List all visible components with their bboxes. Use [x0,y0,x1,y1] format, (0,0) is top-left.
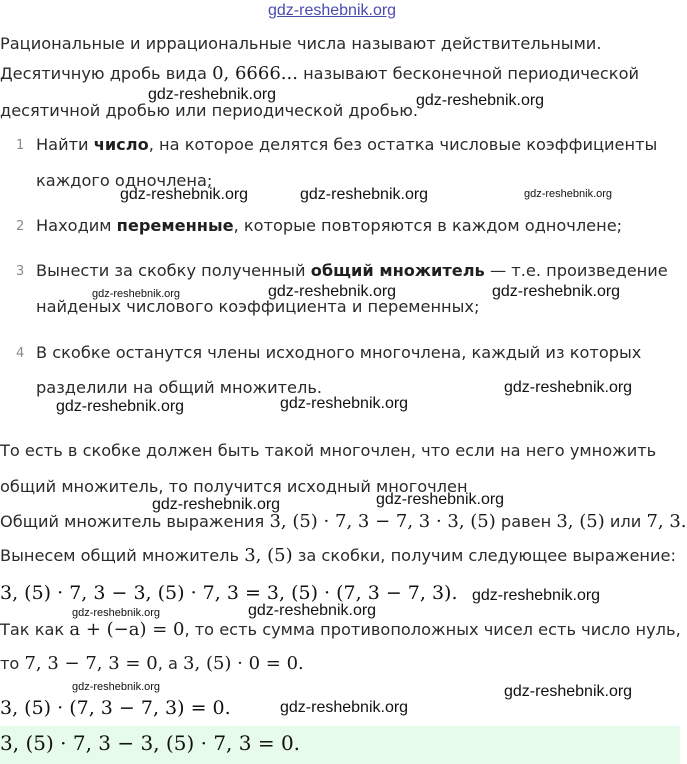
step-4-pre: В скобке останутся члены исходного многочлена, каждый из которых [36,343,642,362]
watermark: gdz-reshebnik.org [56,398,185,415]
para2-line-4 [0,546,676,566]
step-2-text [36,216,622,236]
step-2-post: , которые повторяются в каждом одночлене; [233,216,623,235]
para2-line-4-post: за скобки, получим следующее выражение: [292,546,676,565]
para2-line-3-or: или [604,512,647,531]
formula-1: 3, (5) · 7, 3 − 3, (5) · 7, 3 = 3, (5) · (7, 3 − 7, 3). [0,582,458,604]
para2-line-4-pre: Вынесем общий множитель [0,546,245,565]
para3-line-2-mid: , а [157,654,184,673]
intro-line-2-math: 0, 6666... [212,63,298,84]
para2-line-4-math: 3, (5) [244,545,293,566]
watermark: gdz-reshebnik.org [524,188,613,200]
step-4-number: 4 [16,346,25,361]
para2-line-2: общий множитель, то получится исходный многочлен [0,477,468,496]
step-3-pre: Вынести за скобку полученный [36,261,311,280]
para3-line-2-pre: то [0,654,25,673]
step-1-bold: число [93,135,149,154]
para3-line-1-post: , то есть сумма противоположных чисел есть число нуль, [184,620,681,639]
para3-line-1-math: a + (−a) = 0 [69,619,185,640]
watermark: gdz-reshebnik.org [300,186,429,203]
watermark: gdz-reshebnik.org [92,288,181,300]
watermark: gdz-reshebnik.org [268,283,397,300]
para2-line-3-math1: 3, (5) · 7, 3 − 7, 3 · 3, (5) [269,511,496,532]
intro-line-3: десятичной дробью или периодической дробью. [0,101,419,120]
watermark: gdz-reshebnik.org [248,602,377,619]
watermark: gdz-reshebnik.org [148,86,277,103]
para2-line-3-math2: 3, (5) [556,511,605,532]
answer-formula: 3, (5) · 7, 3 − 3, (5) · 7, 3 = 0. [0,731,301,755]
step-1-cont: каждого одночлена; [36,171,213,190]
watermark: gdz-reshebnik.org [416,92,545,109]
watermark: gdz-reshebnik.org [120,186,249,203]
para3-line-2-math1: 7, 3 − 7, 3 = 0 [24,653,158,674]
intro-line-2-post: называют бесконечной периодической [297,64,639,83]
para3-line-2-math2: 3, (5) · 0 = 0. [183,653,304,674]
watermark: gdz-reshebnik.org [376,491,505,508]
step-3-number: 3 [16,264,25,279]
watermark: gdz-reshebnik.org [504,683,633,700]
step-3-text [36,261,668,281]
para2-line-3 [0,512,687,532]
para2-line-3-mid: равен [495,512,557,531]
para3-line-1 [0,620,681,640]
step-1-pre: Найти [36,135,94,154]
step-2-bold: переменные [116,216,234,235]
step-1-text [36,135,657,155]
intro-line-1: Рациональные и иррациональные числа называют действительными. [0,34,602,53]
watermark: gdz-reshebnik.org [280,395,409,412]
intro-line-2 [0,64,639,84]
watermark: gdz-reshebnik.org [280,699,409,716]
watermark: gdz-reshebnik.org [492,283,621,300]
watermark: gdz-reshebnik.org [472,587,601,604]
para2-line-3-math3: 7, 3. [646,511,687,532]
formula-2: 3, (5) · (7, 3 − 7, 3) = 0. [0,697,231,719]
watermark: gdz-reshebnik.org [72,607,161,619]
step-2-number: 2 [16,219,25,234]
para3-line-1-pre: Так как [0,620,70,639]
para2-line-3-pre: Общий множитель выражения [0,512,270,531]
step-4-cont: разделили на общий множитель. [36,378,323,397]
step-4-text [36,343,641,363]
watermark: gdz-reshebnik.org [72,681,161,693]
step-3-cont: найденых числового коэффициента и переменных; [36,297,480,316]
watermark-top[interactable]: gdz-reshebnik.org [268,2,397,19]
watermark: gdz-reshebnik.org [152,496,281,513]
para3-line-2 [0,654,304,674]
step-1-post: , на которое делятся без остатка числовые коэффициенты [148,135,658,154]
para2-line-1: То есть в скобке должен быть такой многочлен, что если на него умножить [0,441,657,460]
step-2-pre: Находим [36,216,117,235]
watermark: gdz-reshebnik.org [504,379,633,396]
step-3-bold: общий множитель [310,261,485,280]
step-1-number: 1 [16,138,25,153]
intro-line-2-pre: Десятичную дробь вида [0,64,213,83]
step-3-post: — т.е. произведение [484,261,668,280]
